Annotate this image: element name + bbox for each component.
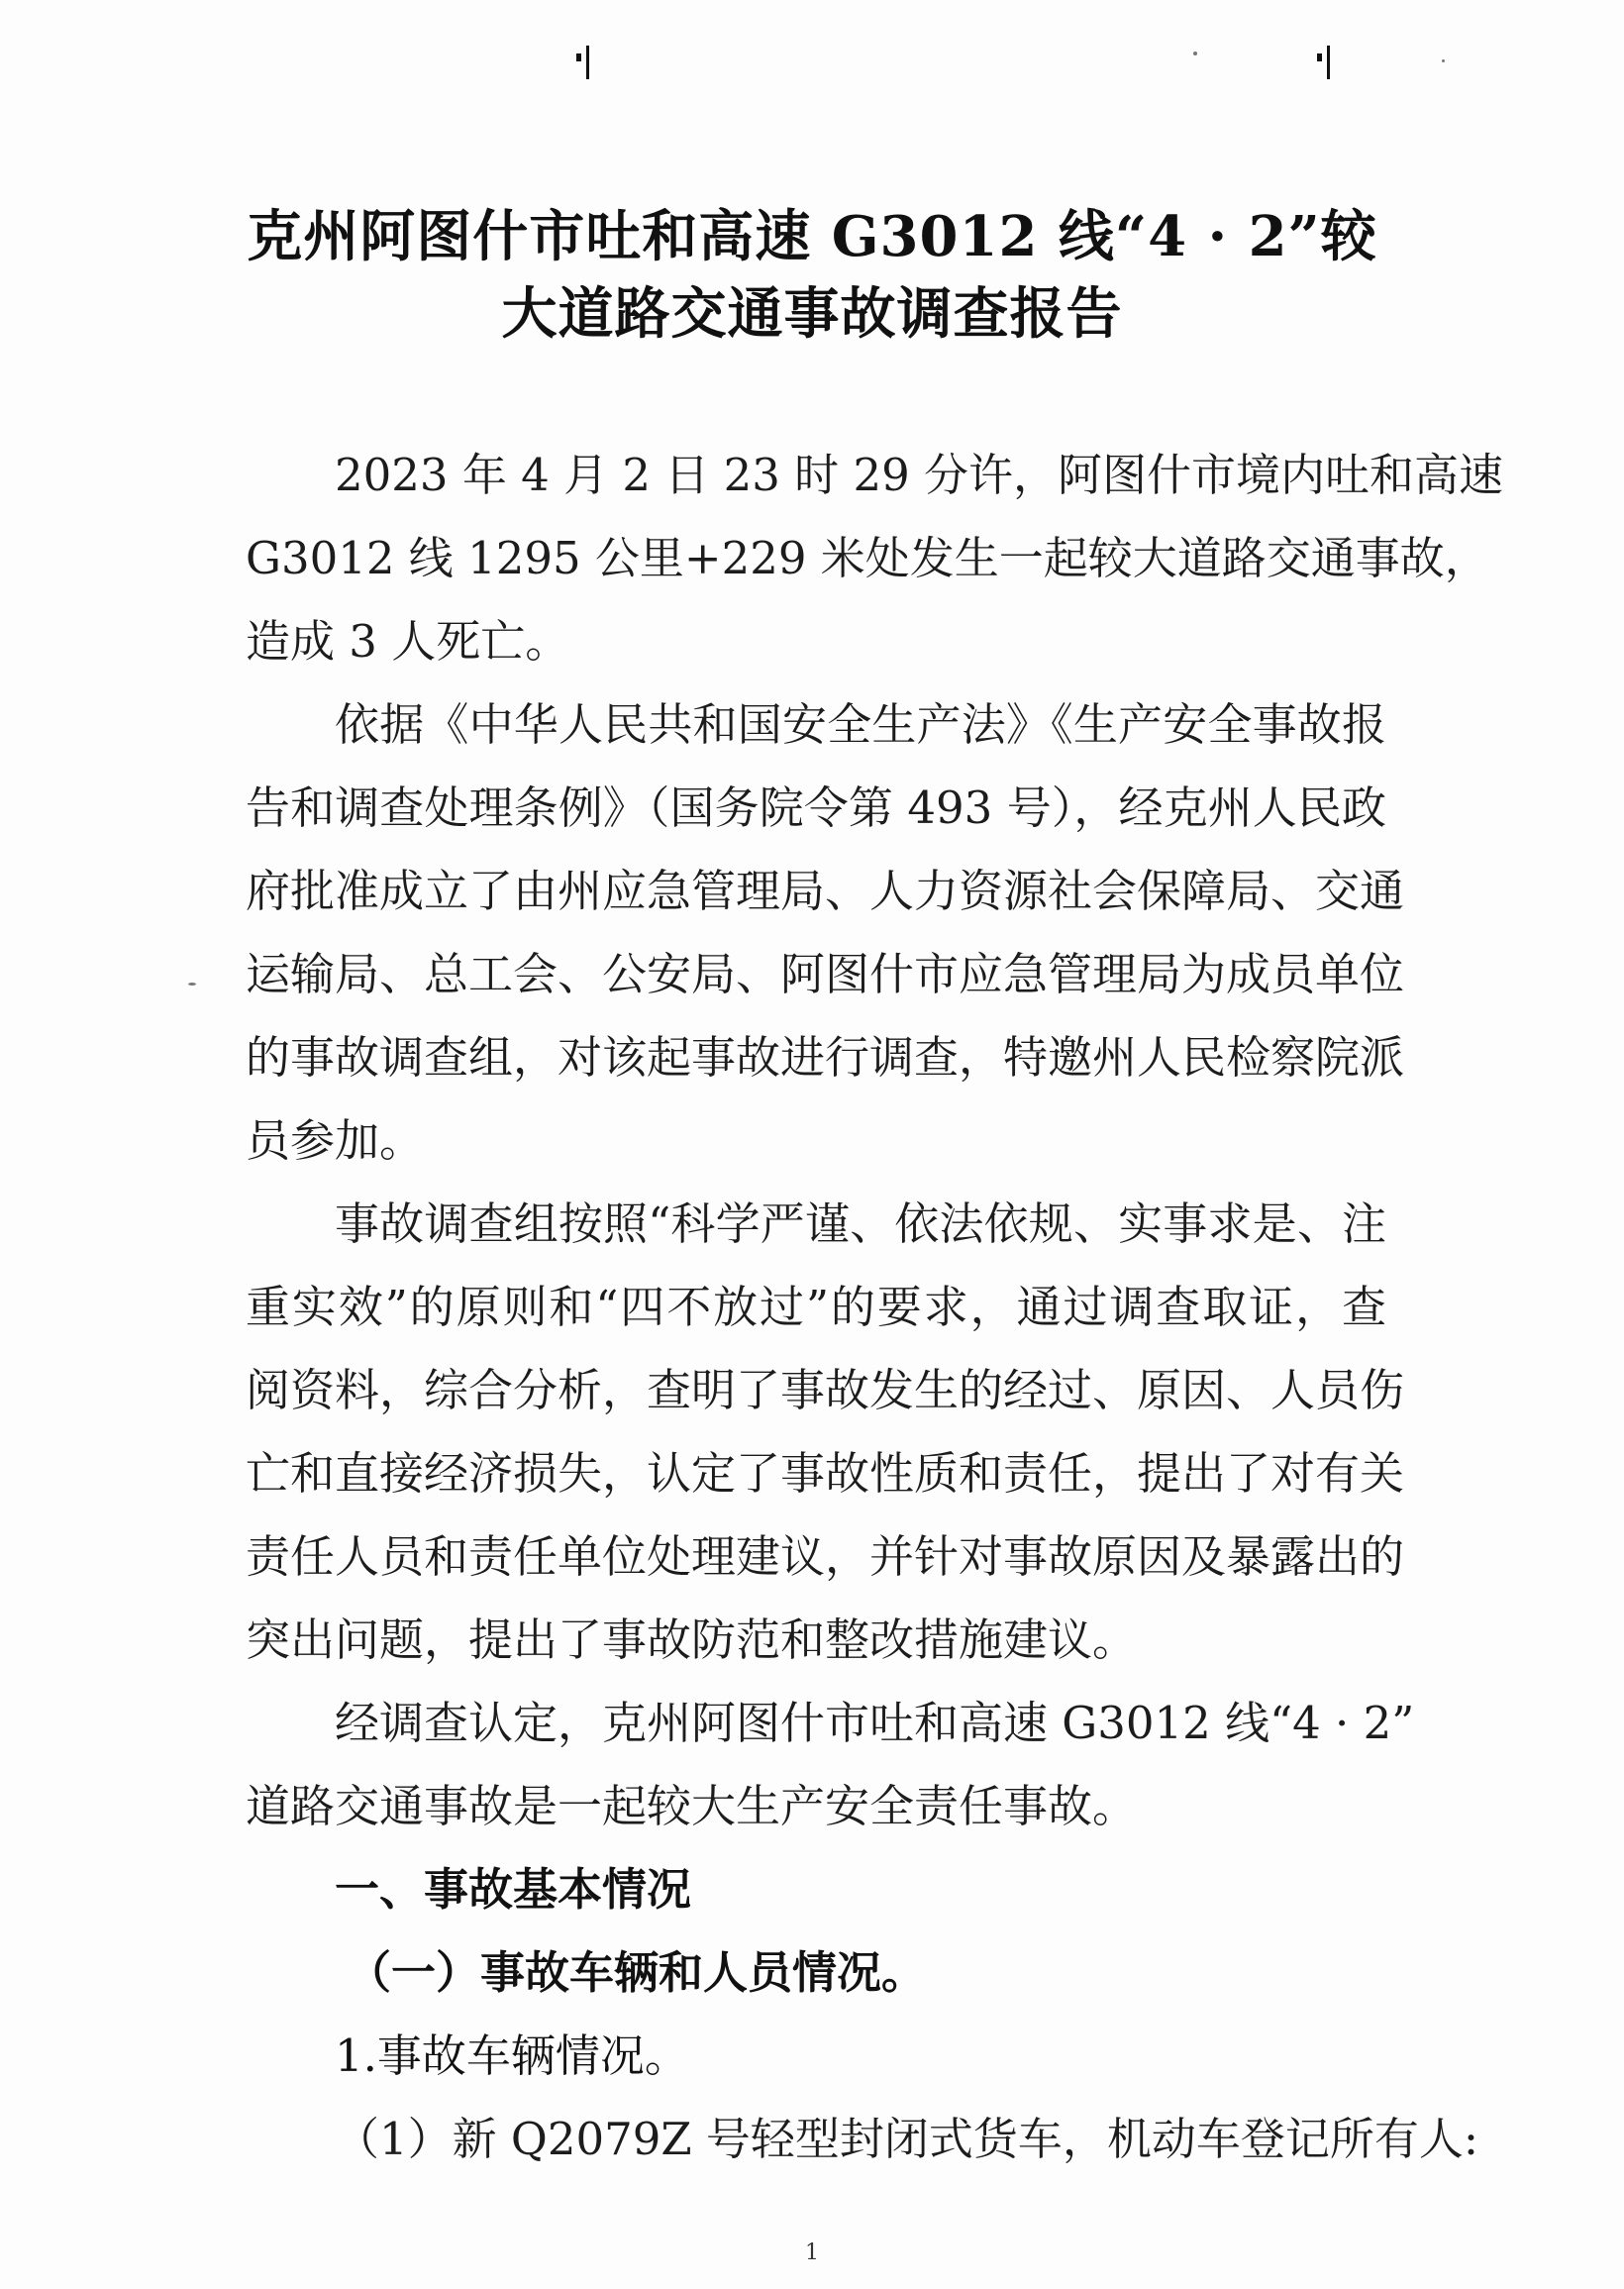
paragraph-line: 责任人员和责任单位处理建议，并针对事故原因及暴露出的 xyxy=(246,1530,1405,1583)
paragraph-line: 运输局、总工会、公安局、阿图什市应急管理局为成员单位 xyxy=(246,948,1405,1000)
document-title-line2: 大道路交通事故调查报告 xyxy=(501,281,1123,347)
paragraph-line: 2023 年 4 月 2 日 23 时 29 分许，阿图什市境内吐和高速 xyxy=(335,449,1504,501)
paragraph-line: 道路交通事故是一起较大生产安全责任事故。 xyxy=(246,1780,1138,1832)
paragraph-line: 重实效”的原则和“四不放过”的要求，通过调查取证，查 xyxy=(246,1281,1386,1333)
section-heading: 一、事故基本情况 xyxy=(335,1863,692,1916)
scan-speck xyxy=(1442,59,1445,62)
paragraph-line: 事故调查组按照“科学严谨、依法依规、实事求是、注 xyxy=(335,1197,1386,1250)
paragraph-line: G3012 线 1295 公里+229 米处发生一起较大道路交通事故， xyxy=(246,532,1489,584)
page-number: 1 xyxy=(805,2240,819,2265)
paragraph-line: 依据《中华人民共和国安全生产法》《生产安全事故报 xyxy=(335,698,1386,751)
scan-speck xyxy=(1193,52,1197,55)
paragraph-line: 府批准成立了由州应急管理局、人力资源社会保障局、交通 xyxy=(246,865,1405,917)
scan-artifact xyxy=(582,40,592,83)
paragraph-line: 造成 3 人死亡。 xyxy=(246,615,570,668)
paragraph-line: 员参加。 xyxy=(246,1114,425,1167)
scan-artifact xyxy=(1323,40,1333,83)
paragraph-line: 的事故调查组，对该起事故进行调查，特邀州人民检察院派 xyxy=(246,1031,1405,1084)
scan-speck xyxy=(188,983,196,986)
subsection-heading: （一）事故车辆和人员情况。 xyxy=(347,1946,927,1999)
paragraph-line: 亡和直接经济损失，认定了事故性质和责任，提出了对有关 xyxy=(246,1447,1405,1500)
item-heading: 1.事故车辆情况。 xyxy=(335,2029,689,2082)
paragraph-line: 告和调查处理条例》（国务院令第 493 号），经克州人民政 xyxy=(246,781,1386,834)
paragraph-line: 经调查认定，克州阿图什市吐和高速 G3012 线“4 · 2” xyxy=(335,1697,1415,1749)
paragraph-line: 阅资料，综合分析，查明了事故发生的经过、原因、人员伤 xyxy=(246,1364,1405,1416)
document-title-line1: 克州阿图什市吐和高速 G3012 线“4 · 2”较 xyxy=(247,204,1377,269)
paragraph-line: 突出问题，提出了事故防范和整改措施建议。 xyxy=(246,1613,1138,1666)
item-text: （1）新 Q2079Z 号轻型封闭式货车，机动车登记所有人: xyxy=(335,2113,1479,2165)
